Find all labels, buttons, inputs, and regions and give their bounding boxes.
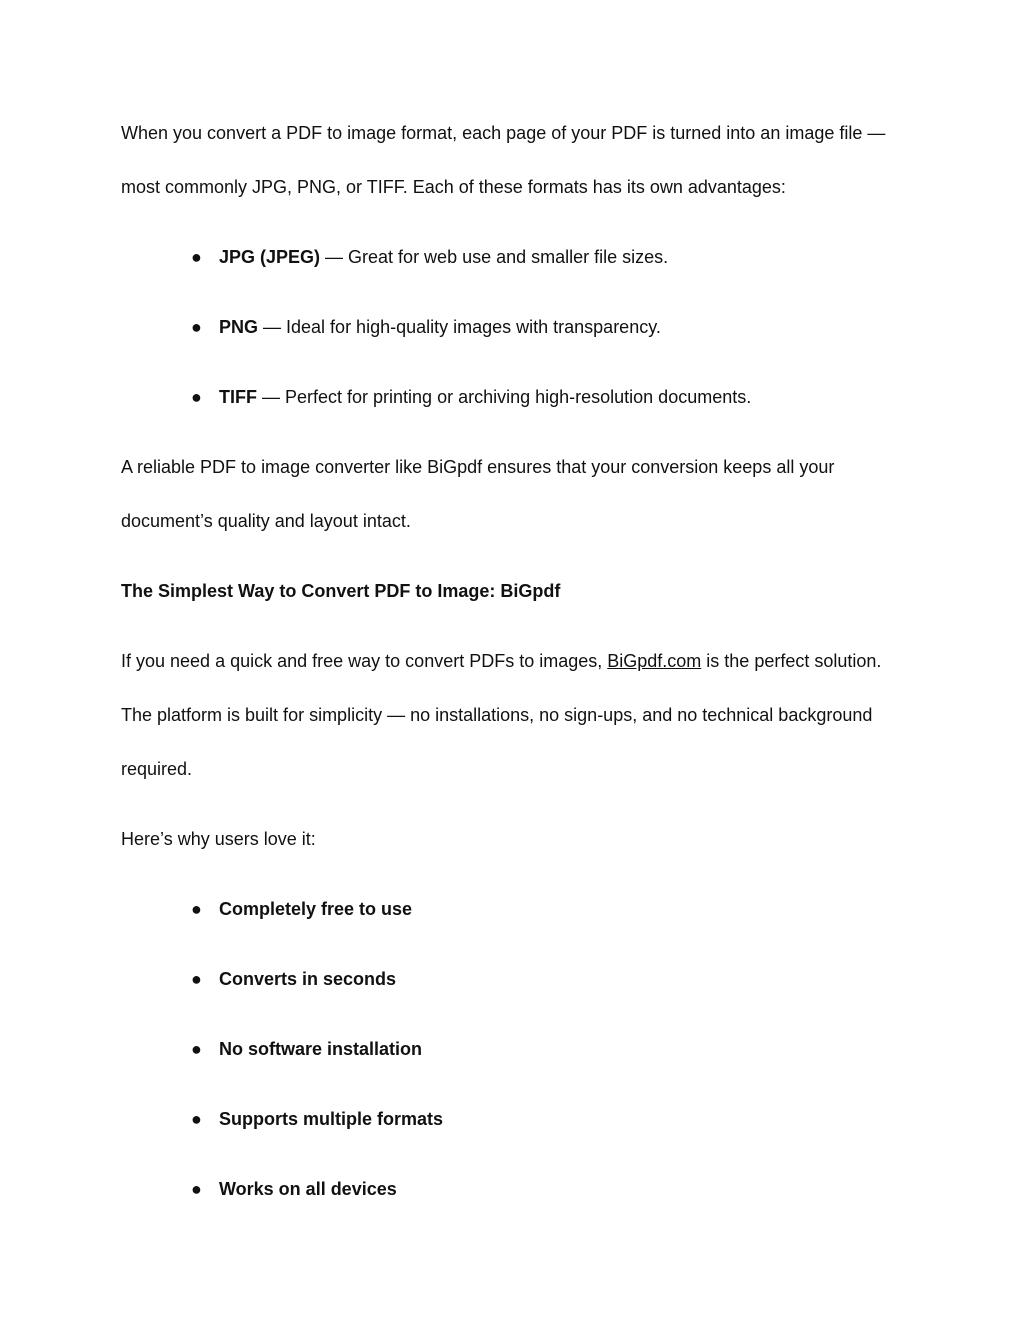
intro-line-1: When you convert a PDF to image format, each page of your PDF is turned into an image file — xyxy=(121,123,886,143)
bullet-icon: ● xyxy=(191,387,202,407)
bullet-icon: ● xyxy=(191,247,202,267)
bullet-icon: ● xyxy=(191,317,202,337)
bullet-icon: ● xyxy=(191,969,202,989)
list-item xyxy=(191,315,661,339)
format-name: JPG (JPEG) xyxy=(219,247,321,267)
section-heading: The Simplest Way to Convert PDF to Image: BiGpdf xyxy=(121,581,561,601)
need-line-3: required. xyxy=(121,759,193,779)
bigpdf-link[interactable]: BiGpdf.com xyxy=(607,651,702,671)
feature-label: Completely free to use xyxy=(219,899,413,919)
need-text-before: If you need a quick and free way to convert PDFs to images, xyxy=(121,651,608,671)
format-description: — Perfect for printing or archiving high-resolution documents. xyxy=(257,387,752,407)
reliable-line-2: document’s quality and layout intact. xyxy=(121,511,411,531)
reliable-line-1: A reliable PDF to image converter like BiGpdf ensures that your conversion keeps all your xyxy=(121,457,835,477)
why-line: Here’s why users love it: xyxy=(121,829,316,849)
list-item xyxy=(191,385,751,409)
format-description: — Ideal for high-quality images with transparency. xyxy=(258,317,661,337)
format-name: PNG xyxy=(219,317,259,337)
list-item xyxy=(191,1107,443,1131)
format-description: — Great for web use and smaller file sizes. xyxy=(320,247,669,267)
feature-label: Supports multiple formats xyxy=(219,1109,444,1129)
feature-label: Converts in seconds xyxy=(219,969,397,989)
format-name: TIFF xyxy=(219,387,257,407)
list-item xyxy=(191,897,412,921)
bullet-icon: ● xyxy=(191,899,202,919)
list-item xyxy=(191,1037,422,1061)
list-item xyxy=(191,245,668,269)
bullet-icon: ● xyxy=(191,1109,202,1129)
feature-label: Works on all devices xyxy=(219,1179,397,1199)
bullet-icon: ● xyxy=(191,1039,202,1059)
list-item xyxy=(191,1177,397,1201)
list-item xyxy=(191,967,396,991)
need-line-2: The platform is built for simplicity — no installations, no sign-ups, and no technical background xyxy=(121,705,873,725)
need-line-1 xyxy=(121,649,881,673)
intro-line-2: most commonly JPG, PNG, or TIFF. Each of these formats has its own advantages: xyxy=(121,177,786,197)
feature-label: No software installation xyxy=(219,1039,423,1059)
bullet-icon: ● xyxy=(191,1179,202,1199)
need-text-after: is the perfect solution. xyxy=(701,651,882,671)
